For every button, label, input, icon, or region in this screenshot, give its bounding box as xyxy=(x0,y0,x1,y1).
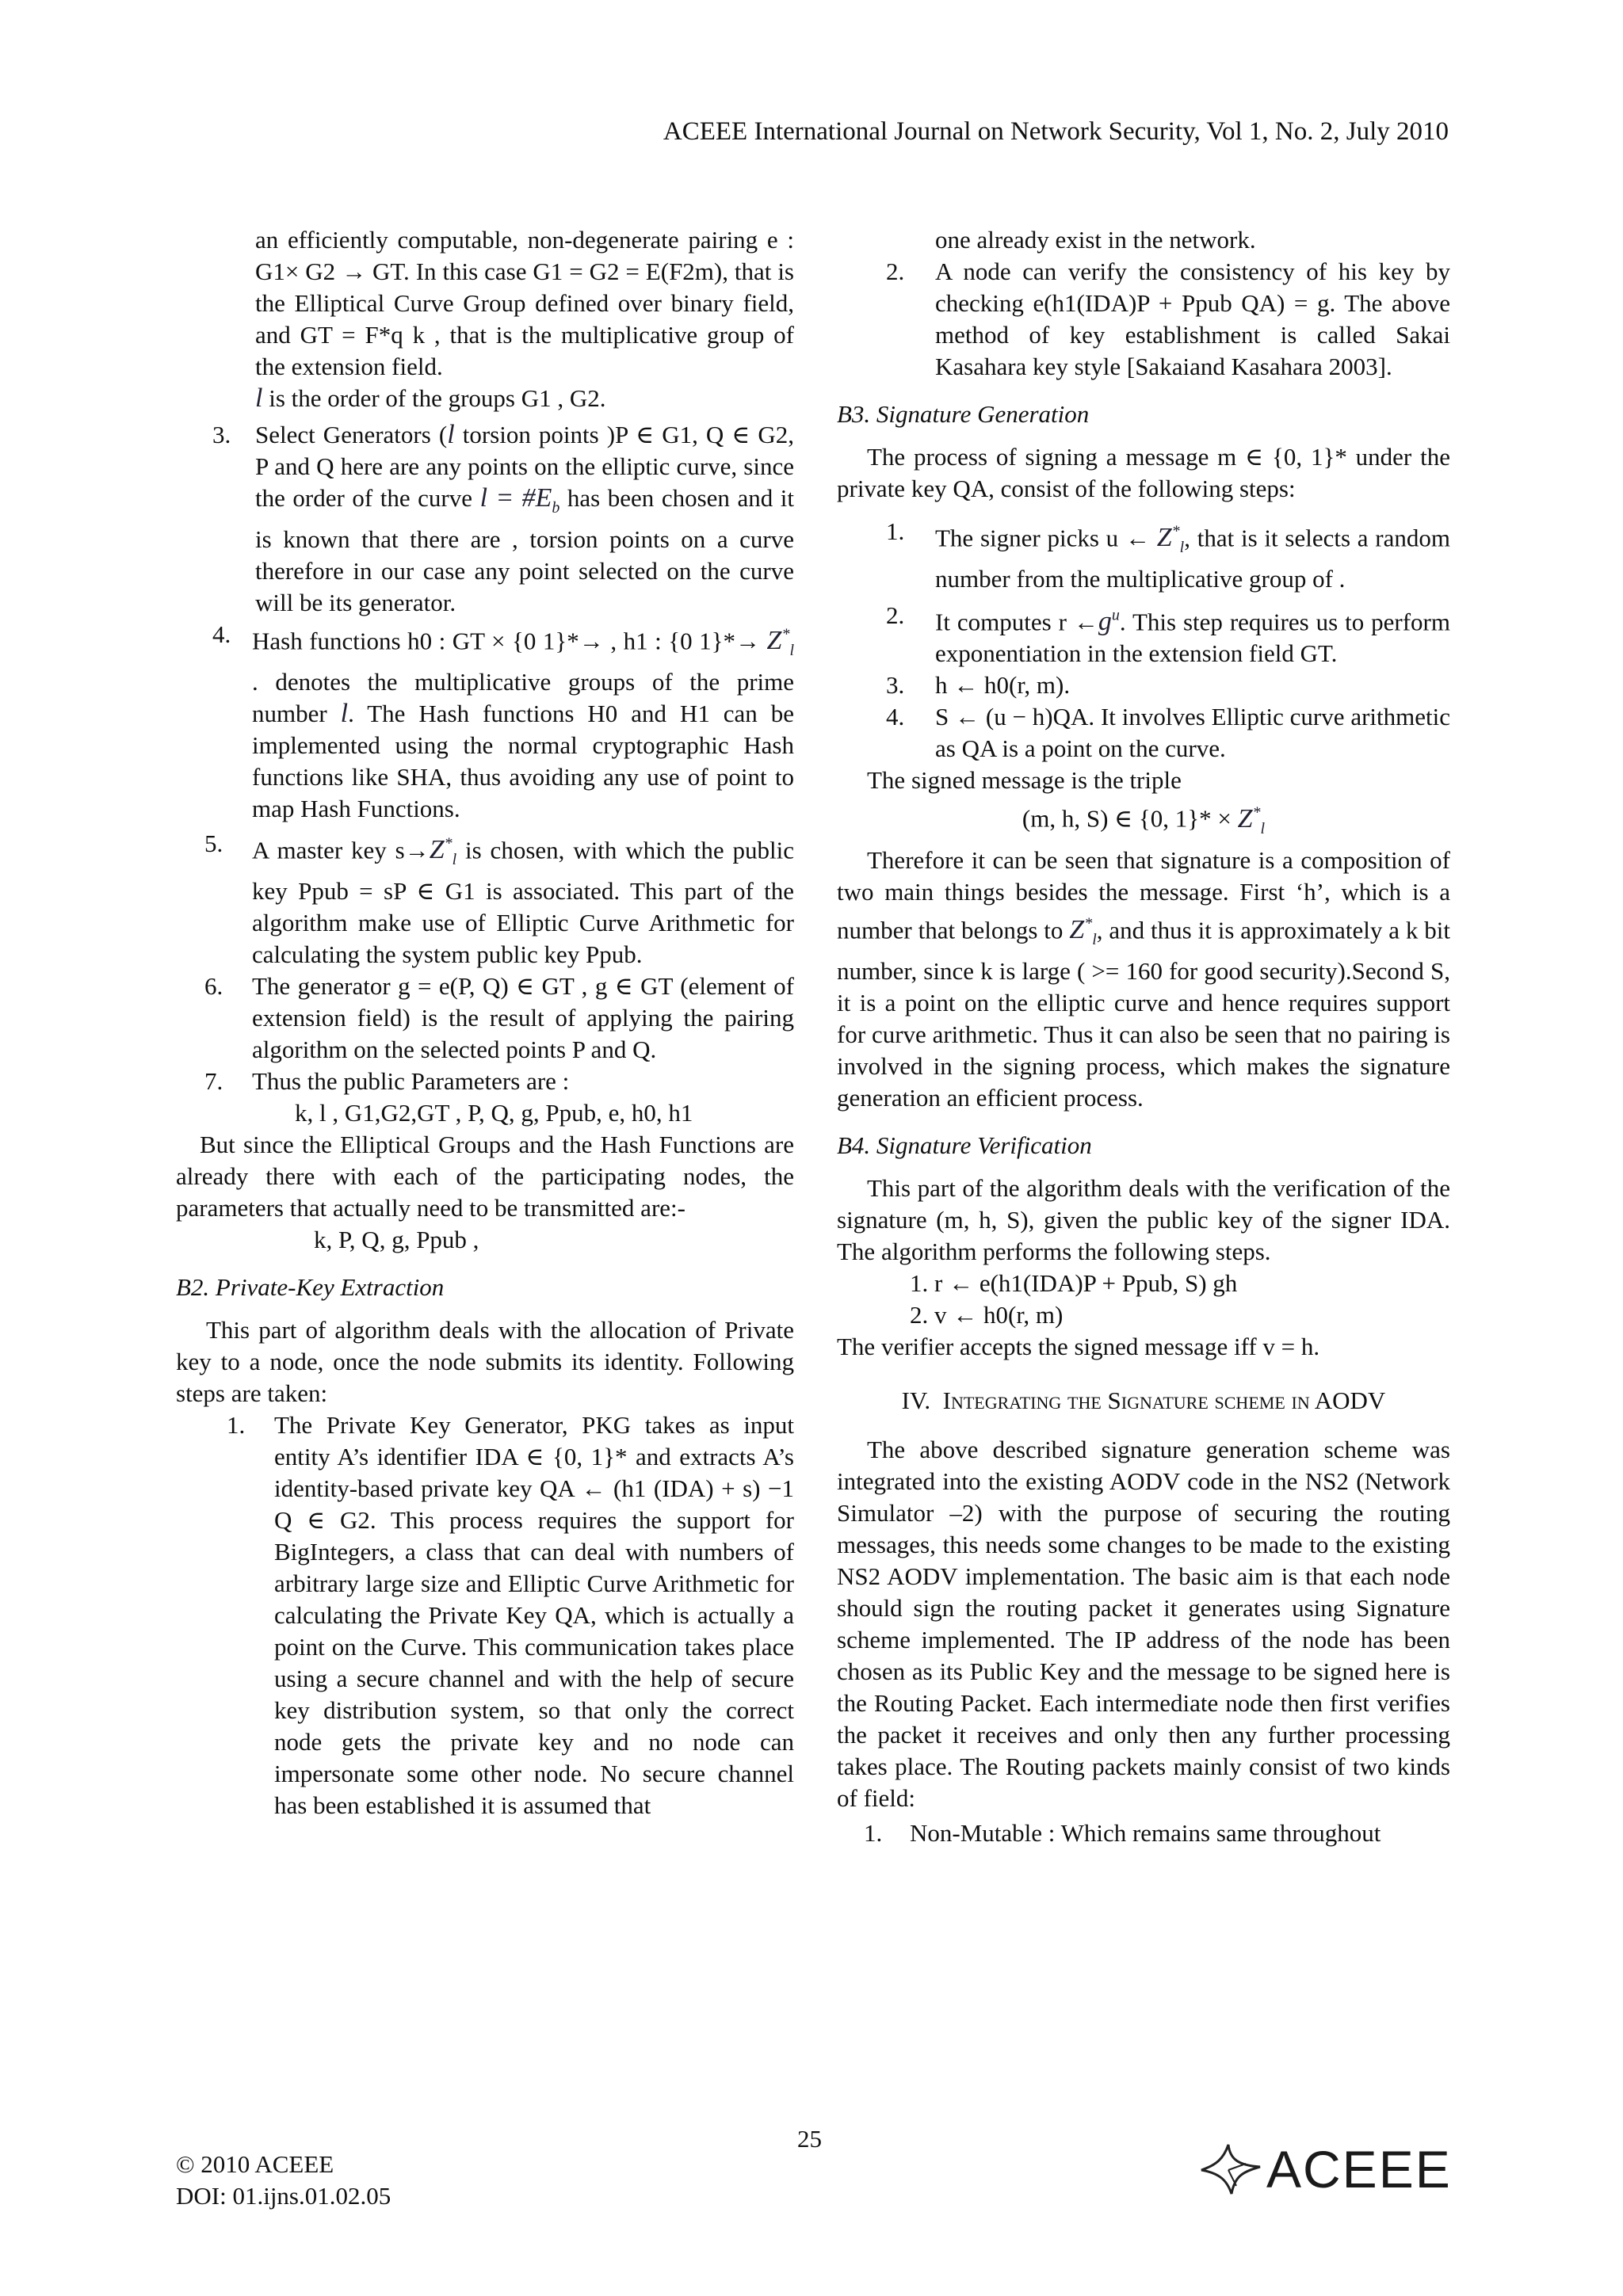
verifier-accepts: The verifier accepts the signed message iff v = h. xyxy=(837,1332,1320,1360)
list-text: The Private Key Generator, PKG takes as input entity A’s identifier IDA ∈ {0, 1}* and extracts A’s identity-based private key QA ← (h1 (IDA) + s) −1 Q ∈ G2. This process requires the support for BigIntegers, a class that can deal with numbers of arbitrary large size and Elliptic Curve Arithmetic for calculating the Private Key QA, which is actually a point on the Curve. This communication takes place using a secure channel and with the help of secure key distribution system, so that only the correct node gets the private key and no node can impersonate some other node. No secure channel has been established it is assumed that xyxy=(274,1411,794,1820)
b3-intro: The process of signing a message m ∈ {0, 1}* under the private key QA, consist of the following steps: xyxy=(837,443,1450,502)
list-text: Thus the public Parameters are : xyxy=(252,1067,570,1096)
list-number: 5. xyxy=(204,829,223,857)
list-item-5 xyxy=(204,828,794,971)
list-number: 1. xyxy=(864,1818,883,1847)
s1-a: The signer picks u ← xyxy=(935,524,1150,552)
section-b2-title: B2. Private-Key Extraction xyxy=(176,1273,445,1302)
list-number: 3. xyxy=(212,421,231,448)
section-number: IV. xyxy=(901,1386,931,1414)
list-text: S ← (u − h)QA. It involves Elliptic curve arithmetic as QA is a point on the curve. xyxy=(935,703,1450,763)
triple-formula xyxy=(837,796,1450,844)
list-number: 2. xyxy=(886,257,905,285)
intro-block xyxy=(176,224,794,414)
list-text xyxy=(935,600,1450,669)
but-paragraph: But since the Elliptical Groups and the Hash Functions are already there with each of the participating nodes, the parameters that actually need to be transmitted are:- xyxy=(176,1131,794,1222)
sign-step-3 xyxy=(886,669,1450,701)
symbol-z-l-star: $Z^*_l$ xyxy=(766,625,794,659)
list-text: A node can verify the consistency of his key by checking e(h1(IDA)P + Ppub QA) = g. The above method of key establishment is called Sakai Kasahara key style [Sakaiand Kasahara 2003]. xyxy=(935,257,1450,380)
sign-step-2 xyxy=(886,600,1450,669)
sign-step-4 xyxy=(886,701,1450,765)
i3-b: torsion points )P ∈ G1, Q ∈ G2, P and Q here are any points on the elliptic curve, since the order of the curve xyxy=(255,421,795,512)
page-number: 25 xyxy=(797,2125,822,2153)
s1-b: , that is it selects a random number from the multiplicative group of . xyxy=(935,524,1451,593)
transmitted-parameters: k, P, Q, g, Ppub , xyxy=(314,1226,479,1254)
copyright: © 2010 ACEEE xyxy=(176,2150,334,2178)
symbol-l: l xyxy=(340,698,349,728)
s2-a: It computes r ← xyxy=(935,608,1098,636)
list-text xyxy=(935,516,1450,595)
list-item-4 xyxy=(212,619,794,825)
b2-list-item-1 xyxy=(227,1409,794,1821)
intro-paragraph: an efficiently computable, non-degenerate pairing e : G1× G2 → GT. In this case G1 = G2 = E(F2m), that is the Elliptical Curve Group defined over binary field, and GT = F*q k , that is the multiplicative group of the extension field. xyxy=(255,226,794,380)
logo-star-icon xyxy=(1197,2142,1265,2197)
triple-text: (m, h, S) ∈ {0, 1}* × xyxy=(1022,804,1232,833)
list-text xyxy=(252,828,794,971)
list-item-3 xyxy=(212,419,794,619)
list-item-7 xyxy=(204,1066,794,1097)
therefore-b: , and thus it is approximately a k bit number, since k is large ( >= 160 for good security).Second S, it is a point on the elliptic curve and hence requires support for curve arithmetic. Thus it can also be seen that no pairing is involved in the signing process, which makes the signature generation an efficient process. xyxy=(837,915,1450,1112)
formula-order xyxy=(479,483,560,517)
symbol-l: l xyxy=(447,420,455,449)
verify-step-1: 1. r ← e(h1(IDA)P + Ppub, S) gh xyxy=(910,1268,1238,1297)
section-title-text: Integrating the Signature scheme in AODV xyxy=(942,1386,1386,1414)
intro-l-line xyxy=(255,383,794,414)
continued-line: one already exist in the network. xyxy=(935,226,1256,254)
therefore-a: Therefore it can be seen that signature is a composition of two main things besides the message. First ‘h’, which is a number that belongs to xyxy=(837,845,1450,944)
symbol-l: l xyxy=(255,383,263,413)
list-text xyxy=(252,619,794,825)
section-b4-title: B4. Signature Verification xyxy=(837,1131,1092,1159)
list-text: The generator g = e(P, Q) ∈ GT , g ∈ GT (element of extension field) is the result of applying the pairing algorithm on the selected points P and Q. xyxy=(252,972,794,1064)
section-iv-paragraph: The above described signature generation scheme was integrated into the existing AODV code in the NS2 (Network Simulator –2) with the purpose of securing the routing messages, this needs some changes to be made to the existing NS2 AODV implementation. The basic aim is that each node should sign the routing packet it generates using Signature scheme implemented. The IP address of the node has been chosen as its Public Key and the message to be signed here is the Routing Packet. Each intermediate node then first verifies the packet it receives and only then any further processing takes place. The Routing packets mainly consist of two kinds of field: xyxy=(837,1435,1450,1812)
list-number: 6. xyxy=(204,972,223,1001)
therefore-paragraph xyxy=(837,845,1450,1114)
list-item-6 xyxy=(204,971,794,1066)
sign-step-1 xyxy=(886,516,1450,595)
doi: DOI: 01.ijns.01.02.05 xyxy=(176,2182,391,2210)
section-iv-title xyxy=(837,1385,1450,1417)
symbol-z-l-star: $Z^*_l$ xyxy=(1156,523,1185,557)
i3-a: Select Generators ( xyxy=(255,421,448,448)
b2-intro: This part of algorithm deals with the allocation of Private key to a node, once the node submits its identity. Following steps are taken: xyxy=(176,1316,794,1408)
right-list-item-2 xyxy=(886,256,1450,383)
i5-b: is chosen, with which the public key Ppub = sP ∈ G1 is associated. This part of the algorithm make use of Elliptic Curve Arithmetic for calculating the system public key Ppub. xyxy=(252,836,795,969)
public-parameters: k, l , G1,G2,GT , P, Q, g, Ppub, e, h0, h1 xyxy=(295,1099,693,1127)
i4-a: Hash functions h0 : GT × {0 1}*→ , h1 : {0 1}*→ xyxy=(252,627,760,655)
list-text xyxy=(255,419,794,619)
left-column xyxy=(176,224,794,1821)
aceee-logo xyxy=(1197,2139,1452,2199)
footer xyxy=(176,2149,391,2212)
list-number: 4. xyxy=(212,620,231,648)
list-number: 1. xyxy=(227,1411,246,1440)
verify-step-2: 2. v ← h0(r, m) xyxy=(910,1300,1064,1329)
list-number: 7. xyxy=(204,1067,223,1096)
section-b3-title: B3. Signature Generation xyxy=(837,400,1090,428)
symbol-z-l-star: $Z^*_l$ xyxy=(1069,914,1097,948)
intro-l-text: is the order of the groups G1 , G2. xyxy=(269,384,606,412)
list-number: 2. xyxy=(886,601,905,630)
i3-c: has been chosen and it is known that there are , torsion points on a curve therefore in our case any point selected on the curve will be its generator. xyxy=(255,484,795,616)
formula-text: l = #E xyxy=(479,483,552,513)
signed-message-line: The signed message is the triple xyxy=(867,766,1182,795)
s2-b: . This step requires us to perform exponentiation in the extension field GT. xyxy=(935,608,1450,668)
i4-c: . The Hash functions H0 and H1 can be implemented using the normal cryptographic Hash functions like SHA, thus avoiding any use of point to map Hash Functions. xyxy=(252,699,794,822)
list-text: h ← h0(r, m). xyxy=(935,671,1071,700)
right-column xyxy=(837,224,1450,1849)
list-number: 4. xyxy=(886,703,905,731)
field-list-item-1 xyxy=(864,1817,1450,1849)
formula-sub: b xyxy=(552,498,560,517)
list-number: 3. xyxy=(886,671,905,700)
symbol-z-l-star: $Z^*_l$ xyxy=(1237,803,1266,837)
b4-intro: This part of the algorithm deals with the verification of the signature (m, h, S), given the public key of the signer IDA. The algorithm performs the following steps. xyxy=(837,1173,1450,1265)
i4-b: . denotes the multiplicative groups of the prime number xyxy=(252,667,794,727)
i5-a: A master key s→ xyxy=(252,836,430,864)
symbol-z-l-star: $Z^*_l$ xyxy=(429,834,457,869)
symbol-g-u: $g^u$ xyxy=(1098,607,1120,637)
running-header: ACEEE International Journal on Network Security, Vol 1, No. 2, July 2010 xyxy=(663,117,1449,146)
list-text: Non-Mutable : Which remains same throughout xyxy=(910,1818,1381,1847)
list-number: 1. xyxy=(886,517,905,545)
logo-text: ACEEE xyxy=(1266,2140,1452,2199)
